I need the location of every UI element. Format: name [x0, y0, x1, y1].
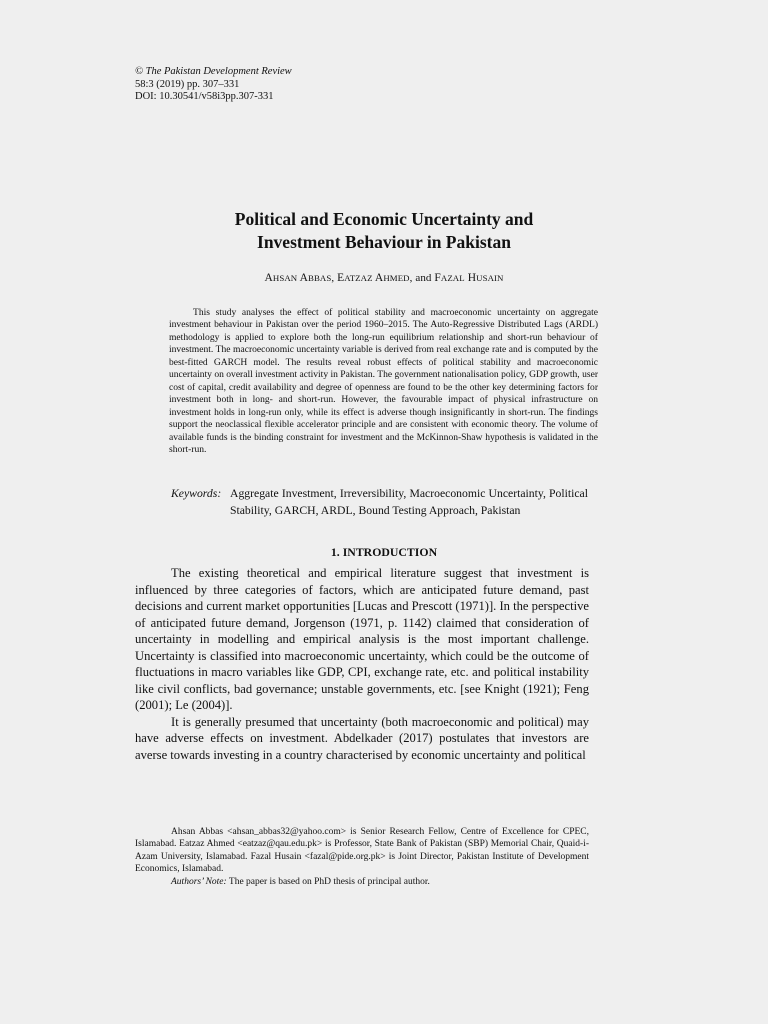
introduction-body [135, 565, 589, 763]
journal-header [135, 66, 292, 104]
title-line-1: Political and Economic Uncertainty and [234, 209, 534, 229]
paragraph-2: It is generally presumed that uncertainty (both macroeconomic and political) may have adverse effects on investment. Abdelkader (2017) postulates that investors are averse towards investing in a country characterised by economic uncertainty and political [135, 714, 589, 762]
keywords-label: Keywords: [171, 487, 222, 500]
section-heading-introduction: 1. INTRODUCTION [330, 545, 438, 559]
doi: DOI: 10.30541/v58i3pp.307-331 [135, 91, 274, 102]
authors-note-label: Authors’ Note: [171, 876, 227, 887]
journal-name: © The Pakistan Development Review [135, 66, 292, 77]
author-affiliations: Ahsan Abbas <ahsan_abbas32@yahoo.com> is Senior Research Fellow, Centre of Excellence for CPEC, Islamabad. Eatzaz Ahmed <eatzaz@qau.edu.pk> is Professor, State Bank of Pakistan (SBP) Memorial Chair, Quaid-i-Azam University, Islamabad. Fazal Husain <fazal@pide.org.pk> is Joint Director, Pakistan Institute of Development Economics, Islamabad. [135, 827, 589, 875]
abstract: This study analyses the effect of political stability and macroeconomic uncertainty on aggregate investment behaviour in Pakistan over the period 1960–2015. The Auto-Regressive Distributed Lags (ARDL) methodology is applied to explore both the long-run equilibrium relationship and short-run behaviour of investment. The macroeconomic uncertainty variable is derived from real exchange rate and is computed by the best-fitted GARCH model. The results reveal robust effects of political stability and macroeconomic uncertainty on overall investment activity in Pakistan. The government nationalisation policy, GDP growth, user cost of capital, credit availability and degree of openness are found to be the other key determining factors for investment both in long- and short-run. However, the favourable impact of physical infrastructure on investment holds in long-run only, while its effect is adverse though insignificantly in short-run. The findings support the neoclassical flexible accelerator principle and are consistent with economic theory. The volume of available funds is the binding constraint for investment and the McKinnon-Shaw hypothesis is validated in the short-run. [169, 307, 598, 455]
title-line-2: Investment Behaviour in Pakistan [257, 231, 511, 252]
paper-title [120, 208, 648, 253]
authors-note [135, 876, 589, 888]
author-eatzaz-ahmed: EATZAZ AHMED [337, 272, 410, 284]
keywords-text: Aggregate Investment, Irreversibility, Macroeconomic Uncertainty, Political Stability, GARCH, ARDL, Bound Testing Approach, Pakistan [230, 487, 588, 517]
authors-note-text: The paper is based on PhD thesis of principal author. [226, 876, 430, 887]
author-fazal-husain: FAZAL HUSAIN [434, 272, 504, 284]
author-list: AHSAN ABBAS, EATZAZ AHMED, and FAZAL HUSAIN [264, 272, 504, 284]
footnotes [135, 826, 589, 888]
paragraph-1: The existing theoretical and empirical literature suggest that investment is influenced by three categories of factors, which are anticipated future demand, past decisions and current market opportunities [Lucas and Prescott (1971)]. In the perspective of anticipated future demand, Jorgenson (1971, p. 1142) claimed that consideration of uncertainty in modelling and empirical analysis is the most important challenge. Uncertainty is classified into macroeconomic uncertainty, which could be the outcome of fluctuations in macro variables like GDP, CPI, exchange rate, etc. and political instability like civil conflicts, bad governance; unstable governments, etc. [see Knight (1921); Feng (2001); Le (2004)]. [135, 566, 589, 712]
volume-pages: 58:3 (2019) pp. 307–331 [135, 78, 240, 90]
author-ahsan-abbas: AHSAN ABBAS [264, 272, 332, 284]
